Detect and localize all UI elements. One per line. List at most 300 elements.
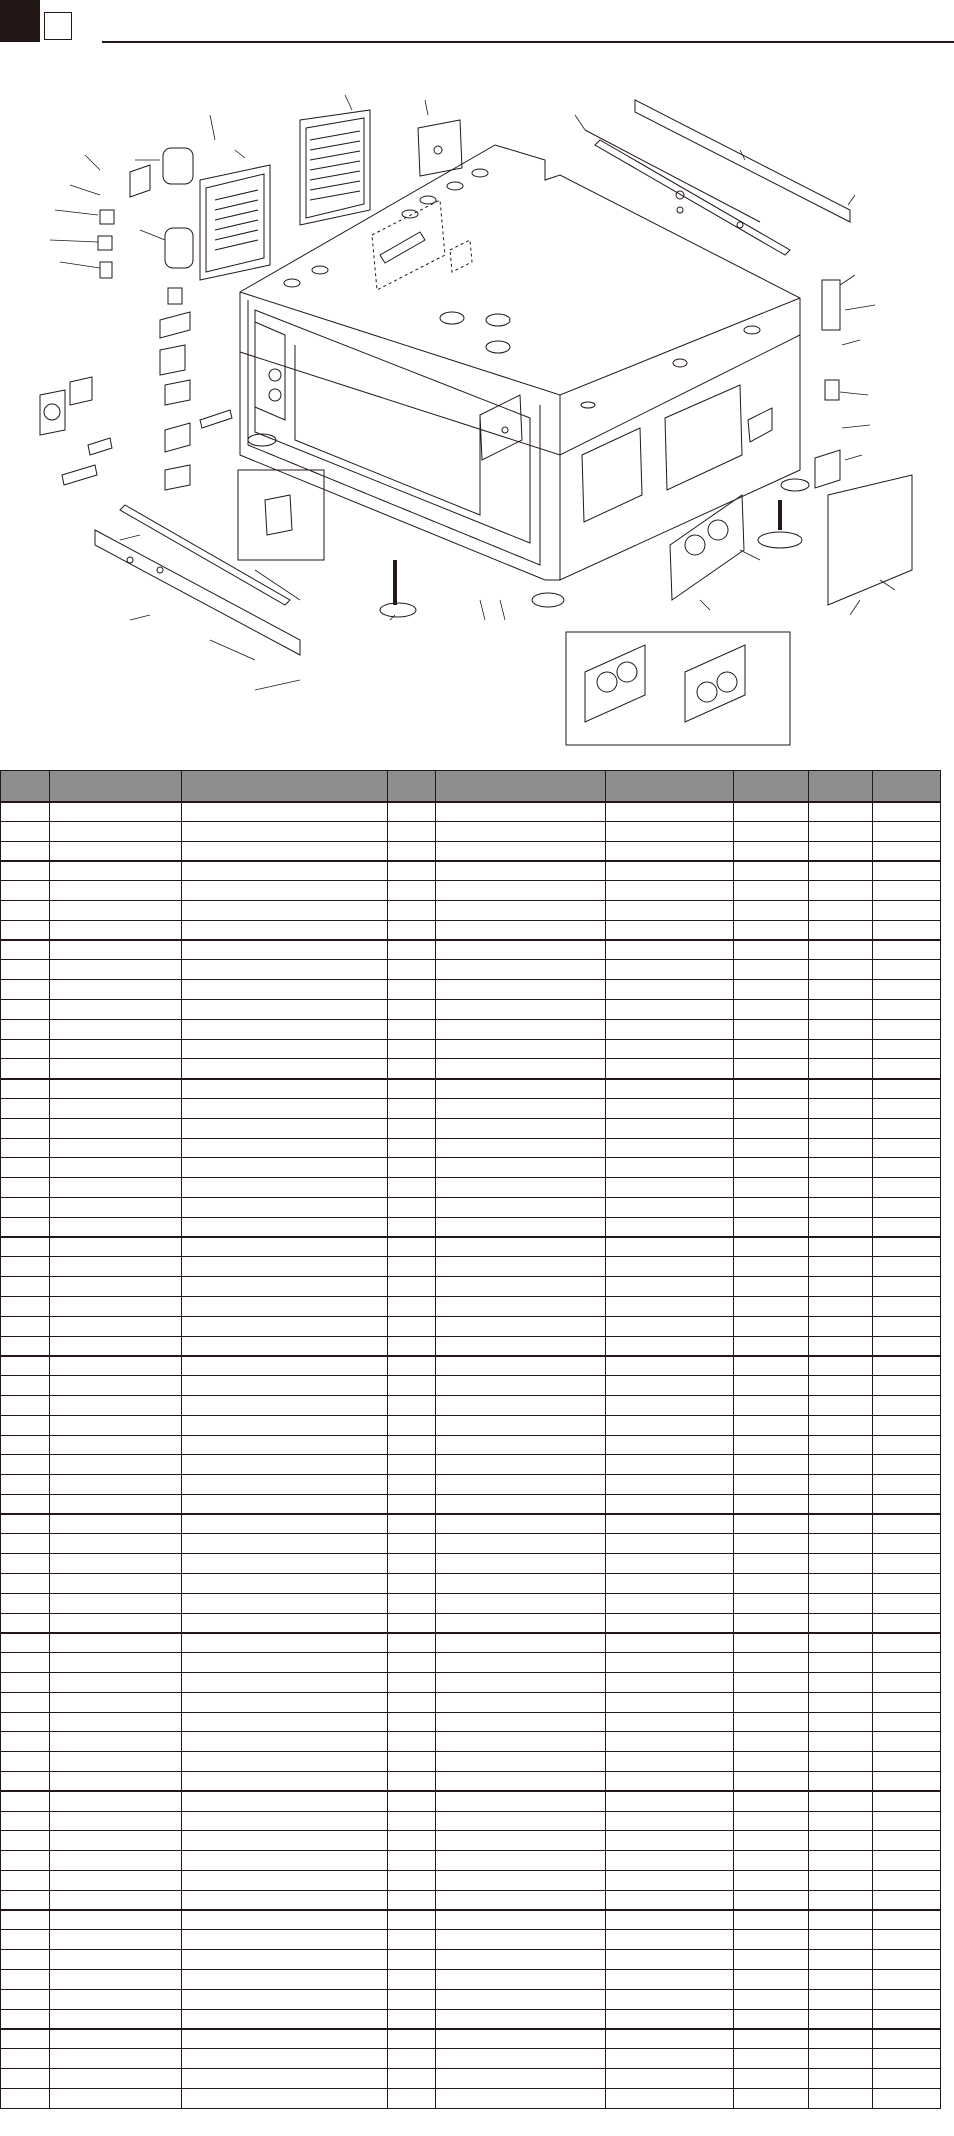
table-cell bbox=[873, 2009, 941, 2029]
table-cell bbox=[606, 1890, 734, 1910]
table-cell bbox=[436, 2029, 606, 2049]
table-cell bbox=[436, 1158, 606, 1178]
table-cell bbox=[1, 1772, 50, 1792]
table-cell bbox=[388, 1692, 436, 1712]
table-cell bbox=[734, 1613, 809, 1633]
table-cell bbox=[606, 1673, 734, 1693]
table-cell bbox=[388, 960, 436, 980]
table-cell bbox=[873, 920, 941, 940]
table-cell bbox=[388, 1455, 436, 1475]
table-cell bbox=[809, 881, 873, 901]
table-cell bbox=[809, 1831, 873, 1851]
table-cell bbox=[873, 1534, 941, 1554]
table-cell bbox=[1, 2049, 50, 2069]
table-cell bbox=[50, 1217, 182, 1237]
table-cell bbox=[873, 1296, 941, 1316]
table-cell bbox=[809, 1930, 873, 1950]
table-cell bbox=[436, 861, 606, 881]
table-cell bbox=[182, 1752, 388, 1772]
table-cell bbox=[1, 821, 50, 841]
table-cell bbox=[606, 841, 734, 861]
table-cell bbox=[1, 1633, 50, 1653]
table-cell bbox=[436, 1494, 606, 1514]
table-cell bbox=[734, 1653, 809, 1673]
table-cell bbox=[388, 1079, 436, 1099]
table-header-row bbox=[1, 771, 941, 802]
table-cell bbox=[388, 1633, 436, 1653]
table-cell bbox=[388, 1831, 436, 1851]
table-row bbox=[1, 1633, 941, 1653]
table-cell bbox=[1, 1930, 50, 1950]
table-cell bbox=[734, 1296, 809, 1316]
table-cell bbox=[182, 1772, 388, 1792]
table-cell bbox=[809, 1415, 873, 1435]
table-cell bbox=[182, 821, 388, 841]
table-cell bbox=[873, 802, 941, 822]
table-cell bbox=[873, 1712, 941, 1732]
table-cell bbox=[606, 1613, 734, 1633]
table-cell bbox=[606, 2009, 734, 2029]
table-row bbox=[1, 1772, 941, 1792]
louver-panels bbox=[200, 110, 462, 280]
table-cell bbox=[436, 1772, 606, 1792]
table-cell bbox=[809, 960, 873, 980]
table-cell bbox=[436, 1098, 606, 1118]
table-cell bbox=[182, 1593, 388, 1613]
table-row bbox=[1, 1336, 941, 1356]
table-cell bbox=[388, 1336, 436, 1356]
table-cell bbox=[873, 881, 941, 901]
table-cell bbox=[734, 881, 809, 901]
table-cell bbox=[873, 1732, 941, 1752]
table-cell bbox=[1, 960, 50, 980]
table-cell bbox=[1, 2029, 50, 2049]
table-cell bbox=[388, 841, 436, 861]
table-cell bbox=[436, 1376, 606, 1396]
table-cell bbox=[809, 2088, 873, 2108]
table-cell bbox=[873, 960, 941, 980]
table-cell bbox=[50, 1257, 182, 1277]
table-cell bbox=[809, 980, 873, 1000]
table-cell bbox=[1, 1118, 50, 1138]
table-row bbox=[1, 881, 941, 901]
table-cell bbox=[1, 1871, 50, 1891]
table-cell bbox=[182, 1989, 388, 2009]
table-cell bbox=[809, 1455, 873, 1475]
table-cell bbox=[388, 2049, 436, 2069]
table-cell bbox=[1, 1791, 50, 1811]
table-cell bbox=[606, 1950, 734, 1970]
table-cell bbox=[388, 2009, 436, 2029]
table-cell bbox=[873, 1138, 941, 1158]
table-cell bbox=[809, 1336, 873, 1356]
table-cell bbox=[734, 1138, 809, 1158]
table-cell bbox=[388, 881, 436, 901]
table-cell bbox=[436, 1950, 606, 1970]
table-cell bbox=[606, 1910, 734, 1930]
table-cell bbox=[734, 1831, 809, 1851]
table-cell bbox=[1, 1890, 50, 1910]
table-cell bbox=[1, 2069, 50, 2089]
table-cell bbox=[388, 1415, 436, 1435]
table-row bbox=[1, 1395, 941, 1415]
table-cell bbox=[734, 980, 809, 1000]
table-cell bbox=[182, 1890, 388, 1910]
table-cell bbox=[182, 1158, 388, 1178]
table-cell bbox=[873, 1039, 941, 1059]
table-cell bbox=[388, 920, 436, 940]
table-cell bbox=[388, 1593, 436, 1613]
table-cell bbox=[734, 1574, 809, 1594]
table-cell bbox=[388, 861, 436, 881]
table-cell bbox=[1, 861, 50, 881]
table-cell bbox=[606, 1019, 734, 1039]
table-cell bbox=[873, 1197, 941, 1217]
table-cell bbox=[388, 900, 436, 920]
table-cell bbox=[182, 1336, 388, 1356]
table-cell bbox=[50, 900, 182, 920]
table-cell bbox=[436, 1197, 606, 1217]
table-cell bbox=[734, 1395, 809, 1415]
table-cell bbox=[388, 2029, 436, 2049]
table-cell bbox=[809, 821, 873, 841]
table-cell bbox=[50, 1039, 182, 1059]
table-cell bbox=[734, 1277, 809, 1297]
table-cell bbox=[1, 940, 50, 960]
table-cell bbox=[606, 1554, 734, 1574]
table-cell bbox=[873, 2088, 941, 2108]
table-row bbox=[1, 1613, 941, 1633]
table-cell bbox=[436, 1079, 606, 1099]
table-cell bbox=[734, 1118, 809, 1138]
table-row bbox=[1, 2049, 941, 2069]
leveler-feet bbox=[248, 434, 809, 617]
parts-table-body bbox=[1, 802, 941, 2109]
table-cell bbox=[809, 2069, 873, 2089]
table-row bbox=[1, 1752, 941, 1772]
table-row bbox=[1, 2088, 941, 2108]
table-cell bbox=[873, 1376, 941, 1396]
table-cell bbox=[388, 1376, 436, 1396]
table-row bbox=[1, 1910, 941, 1930]
table-cell bbox=[436, 1910, 606, 1930]
table-cell bbox=[50, 1475, 182, 1495]
table-cell bbox=[436, 1890, 606, 1910]
table-cell bbox=[388, 1138, 436, 1158]
table-cell bbox=[606, 2029, 734, 2049]
table-cell bbox=[436, 1871, 606, 1891]
table-cell bbox=[1, 841, 50, 861]
table-cell bbox=[606, 1138, 734, 1158]
table-cell bbox=[734, 1989, 809, 2009]
table-cell bbox=[182, 1178, 388, 1198]
table-cell bbox=[809, 1316, 873, 1336]
table-cell bbox=[606, 2049, 734, 2069]
table-cell bbox=[436, 1732, 606, 1752]
table-cell bbox=[182, 1851, 388, 1871]
table-cell bbox=[873, 1890, 941, 1910]
table-cell bbox=[182, 1871, 388, 1891]
table-row bbox=[1, 1554, 941, 1574]
table-cell bbox=[436, 1970, 606, 1990]
table-cell bbox=[606, 1811, 734, 1831]
table-cell bbox=[50, 1336, 182, 1356]
table-cell bbox=[182, 1296, 388, 1316]
table-cell bbox=[809, 1178, 873, 1198]
bottom-rail bbox=[95, 505, 300, 655]
table-cell bbox=[182, 1138, 388, 1158]
table-cell bbox=[1, 1019, 50, 1039]
table-cell bbox=[606, 1970, 734, 1990]
table-cell bbox=[182, 1039, 388, 1059]
table-row bbox=[1, 1098, 941, 1118]
table-row bbox=[1, 1673, 941, 1693]
table-cell bbox=[873, 1277, 941, 1297]
table-cell bbox=[873, 1178, 941, 1198]
table-cell bbox=[1, 1593, 50, 1613]
table-cell bbox=[809, 1574, 873, 1594]
table-cell bbox=[606, 900, 734, 920]
table-row bbox=[1, 1712, 941, 1732]
table-cell bbox=[734, 2049, 809, 2069]
table-cell bbox=[809, 861, 873, 881]
table-cell bbox=[809, 1435, 873, 1455]
table-cell bbox=[182, 999, 388, 1019]
table-cell bbox=[606, 1217, 734, 1237]
table-cell bbox=[50, 1514, 182, 1534]
table-cell bbox=[182, 1277, 388, 1297]
table-cell bbox=[50, 1950, 182, 1970]
table-cell bbox=[50, 1415, 182, 1435]
table-cell bbox=[182, 861, 388, 881]
table-cell bbox=[1, 1613, 50, 1633]
table-cell bbox=[388, 1950, 436, 1970]
table-cell bbox=[734, 1316, 809, 1336]
table-cell bbox=[734, 1158, 809, 1178]
table-row bbox=[1, 1851, 941, 1871]
table-cell bbox=[50, 1673, 182, 1693]
table-cell bbox=[1, 1178, 50, 1198]
table-cell bbox=[606, 1455, 734, 1475]
table-cell bbox=[734, 1950, 809, 1970]
table-cell bbox=[182, 1376, 388, 1396]
table-cell bbox=[1, 1138, 50, 1158]
table-cell bbox=[606, 1059, 734, 1079]
table-cell bbox=[734, 1376, 809, 1396]
table-cell bbox=[809, 1910, 873, 1930]
table-cell bbox=[50, 1534, 182, 1554]
table-cell bbox=[182, 1831, 388, 1851]
table-cell bbox=[388, 802, 436, 822]
table-cell bbox=[734, 1059, 809, 1079]
table-cell bbox=[1, 1079, 50, 1099]
table-cell bbox=[1, 900, 50, 920]
table-cell bbox=[873, 1475, 941, 1495]
table-row bbox=[1, 1277, 941, 1297]
table-cell bbox=[182, 1316, 388, 1336]
table-cell bbox=[388, 821, 436, 841]
table-cell bbox=[606, 881, 734, 901]
table-cell bbox=[606, 1376, 734, 1396]
table-cell bbox=[606, 1791, 734, 1811]
table-cell bbox=[388, 1930, 436, 1950]
table-cell bbox=[809, 1970, 873, 1990]
table-cell bbox=[1, 1257, 50, 1277]
table-cell bbox=[436, 1534, 606, 1554]
table-row bbox=[1, 1455, 941, 1475]
table-cell bbox=[1, 2009, 50, 2029]
table-cell bbox=[873, 1574, 941, 1594]
table-cell bbox=[436, 1019, 606, 1039]
table-cell bbox=[734, 1593, 809, 1613]
table-cell bbox=[436, 1178, 606, 1198]
table-cell bbox=[873, 900, 941, 920]
table-cell bbox=[606, 1593, 734, 1613]
table-cell bbox=[734, 1752, 809, 1772]
table-cell bbox=[606, 1871, 734, 1891]
table-cell bbox=[436, 1593, 606, 1613]
table-cell bbox=[388, 1257, 436, 1277]
table-cell bbox=[388, 1989, 436, 2009]
table-cell bbox=[1, 1395, 50, 1415]
table-cell bbox=[182, 980, 388, 1000]
table-cell bbox=[388, 1039, 436, 1059]
table-cell bbox=[873, 1395, 941, 1415]
table-cell bbox=[606, 1158, 734, 1178]
table-cell bbox=[388, 1217, 436, 1237]
table-cell bbox=[606, 861, 734, 881]
table-cell bbox=[50, 1613, 182, 1633]
table-cell bbox=[809, 920, 873, 940]
table-row bbox=[1, 861, 941, 881]
table-cell bbox=[606, 1435, 734, 1455]
table-cell bbox=[388, 1158, 436, 1178]
table-cell bbox=[182, 1079, 388, 1099]
table-row bbox=[1, 1316, 941, 1336]
table-cell bbox=[388, 1098, 436, 1118]
table-cell bbox=[182, 1475, 388, 1495]
table-cell bbox=[388, 2088, 436, 2108]
table-cell bbox=[734, 1554, 809, 1574]
table-row bbox=[1, 1574, 941, 1594]
table-cell bbox=[388, 1514, 436, 1534]
table-row bbox=[1, 1791, 941, 1811]
table-cell bbox=[1, 1692, 50, 1712]
top-rail bbox=[585, 100, 850, 255]
table-cell bbox=[50, 821, 182, 841]
table-cell bbox=[809, 1989, 873, 2009]
table-row bbox=[1, 980, 941, 1000]
table-cell bbox=[50, 1752, 182, 1772]
table-cell bbox=[436, 1415, 606, 1435]
table-cell bbox=[606, 2069, 734, 2089]
table-cell bbox=[734, 1514, 809, 1534]
table-cell bbox=[1, 1376, 50, 1396]
table-cell bbox=[734, 2009, 809, 2029]
table-row bbox=[1, 1653, 941, 1673]
table-cell bbox=[734, 1475, 809, 1495]
table-cell bbox=[182, 1415, 388, 1435]
table-row bbox=[1, 1831, 941, 1851]
table-cell bbox=[809, 1475, 873, 1495]
table-cell bbox=[182, 1930, 388, 1950]
table-cell bbox=[606, 1534, 734, 1554]
table-cell bbox=[606, 1851, 734, 1871]
table-cell bbox=[50, 1851, 182, 1871]
table-cell bbox=[50, 2029, 182, 2049]
table-cell bbox=[388, 1494, 436, 1514]
table-cell bbox=[50, 1494, 182, 1514]
table-cell bbox=[734, 1970, 809, 1990]
table-cell bbox=[734, 1079, 809, 1099]
table-row bbox=[1, 2069, 941, 2089]
table-cell bbox=[606, 1514, 734, 1534]
table-row bbox=[1, 2009, 941, 2029]
table-cell bbox=[606, 1316, 734, 1336]
table-cell bbox=[873, 2049, 941, 2069]
parts-list-table bbox=[0, 770, 941, 2109]
table-row bbox=[1, 1871, 941, 1891]
table-cell bbox=[873, 1910, 941, 1930]
table-cell bbox=[388, 2069, 436, 2089]
table-cell bbox=[873, 1653, 941, 1673]
table-cell bbox=[436, 1613, 606, 1633]
table-cell bbox=[50, 1554, 182, 1574]
table-cell bbox=[182, 1019, 388, 1039]
table-cell bbox=[606, 999, 734, 1019]
table-cell bbox=[50, 1970, 182, 1990]
table-cell bbox=[873, 1871, 941, 1891]
table-cell bbox=[388, 1356, 436, 1376]
table-cell bbox=[436, 940, 606, 960]
table-cell bbox=[734, 1455, 809, 1475]
table-cell bbox=[1, 1910, 50, 1930]
table-cell bbox=[734, 2088, 809, 2108]
table-cell bbox=[606, 821, 734, 841]
table-cell bbox=[873, 1217, 941, 1237]
table-cell bbox=[436, 960, 606, 980]
table-cell bbox=[436, 1930, 606, 1950]
table-cell bbox=[873, 1415, 941, 1435]
table-cell bbox=[606, 1475, 734, 1495]
table-cell bbox=[388, 1574, 436, 1594]
table-cell bbox=[388, 1613, 436, 1633]
table-cell bbox=[50, 1989, 182, 2009]
table-cell bbox=[182, 940, 388, 960]
table-row bbox=[1, 1435, 941, 1455]
table-cell bbox=[873, 821, 941, 841]
table-cell bbox=[734, 1019, 809, 1039]
table-cell bbox=[809, 1890, 873, 1910]
table-cell bbox=[388, 1237, 436, 1257]
table-cell bbox=[606, 1356, 734, 1376]
table-cell bbox=[606, 1296, 734, 1316]
table-cell bbox=[1, 1554, 50, 1574]
table-cell bbox=[734, 1712, 809, 1732]
exploded-view-drawing bbox=[0, 60, 954, 760]
col-header bbox=[734, 771, 809, 802]
table-cell bbox=[1, 1415, 50, 1435]
table-cell bbox=[182, 1554, 388, 1574]
table-cell bbox=[809, 1356, 873, 1376]
table-cell bbox=[50, 1732, 182, 1752]
table-cell bbox=[436, 900, 606, 920]
table-cell bbox=[809, 1613, 873, 1633]
section-marker-block bbox=[0, 0, 40, 42]
table-cell bbox=[50, 1138, 182, 1158]
table-cell bbox=[436, 1712, 606, 1732]
table-cell bbox=[1, 1475, 50, 1495]
